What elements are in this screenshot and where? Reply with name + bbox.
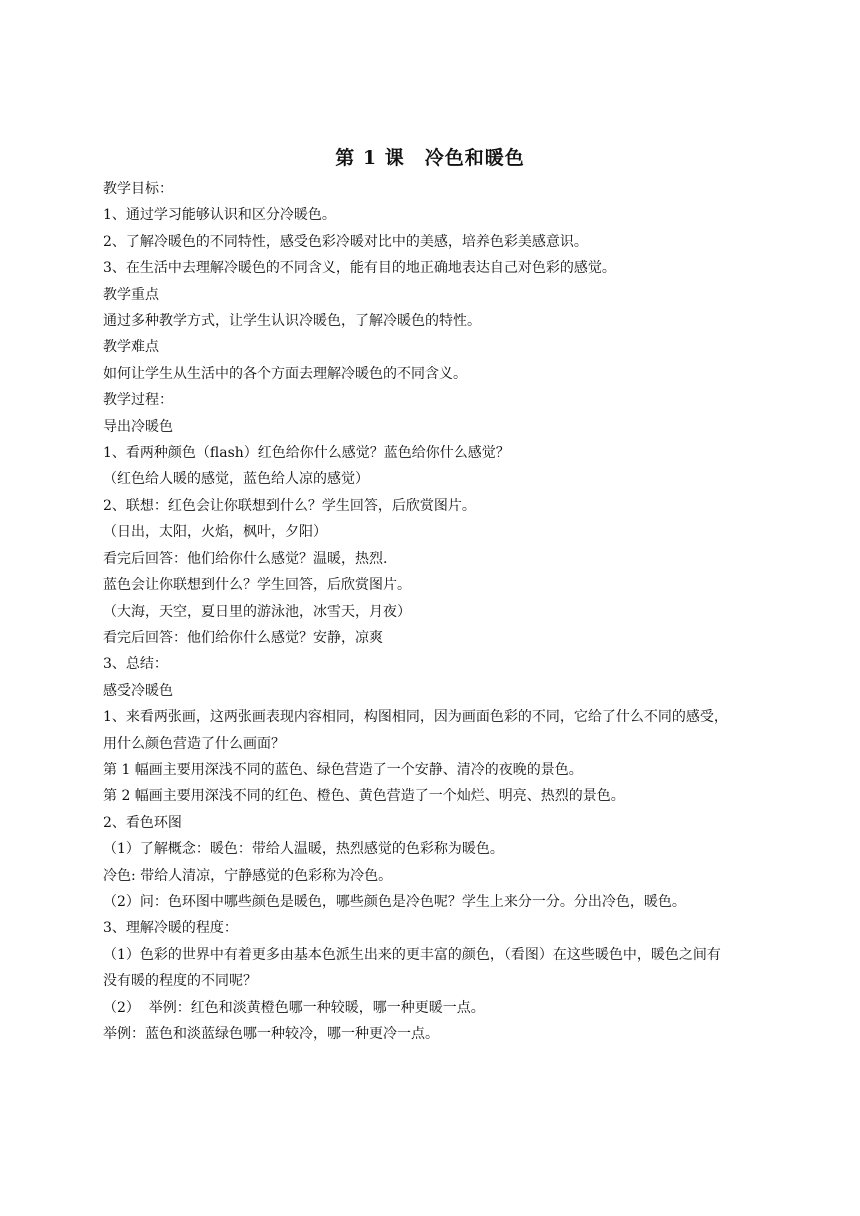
section-heading: 教学过程： <box>103 392 173 409</box>
paragraph-line: 1、看两种颜色（flash）红色给你什么感觉？蓝色给你什么感觉？ <box>103 445 510 462</box>
paragraph-line: 1、通过学习能够认识和区分冷暖色。 <box>103 207 336 224</box>
paragraph-line: （2）问：色环图中哪些颜色是暖色，哪些颜色是冷色呢？学生上来分一分。分出冷色，暖色。 <box>103 893 686 910</box>
paragraph-line: 1、来看两张画，这两张画表现内容相同，构图相同，因为画面色彩的不同，它给了什么不同的感受， <box>103 709 728 726</box>
section-heading: 感受冷暖色 <box>103 682 173 699</box>
paragraph-line: 看完后回答：他们给你什么感觉？温暖，热烈. <box>103 550 388 567</box>
paragraph-line: 第 2 幅画主要用深浅不同的红色、橙色、黄色营造了一个灿烂、明亮、热烈的景色。 <box>103 788 625 805</box>
paragraph-line: 看完后回答：他们给你什么感觉？安静，凉爽 <box>103 629 383 646</box>
paragraph-line: 教学目标： <box>103 181 173 197</box>
paragraph-line: 举例：蓝色和淡蓝绿色哪一种较冷，哪一种更冷一点。 <box>103 1026 439 1042</box>
paragraph-line: 2、看色环图 <box>103 814 182 831</box>
paragraph-line: （大海，天空，夏日里的游泳池，冰雪天，月夜） <box>103 603 411 620</box>
paragraph-line: 3、在生活中去理解冷暖色的不同含义，能有目的地正确地表达自己对色彩的感觉。 <box>103 260 616 277</box>
paragraph-line: 蓝色会让你联想到什么？学生回答，后欣赏图片。 <box>103 577 411 594</box>
page-title: 第 1 课 冷色和暖色 <box>335 147 525 169</box>
section-heading: 教学重点 <box>103 286 159 303</box>
paragraph-line: 3、总结： <box>103 656 168 673</box>
paragraph-line: （2） 举例：红色和淡黄橙色哪一种较暖，哪一种更暖一点。 <box>103 999 485 1016</box>
paragraph-line: 通过多种教学方式，让学生认识冷暖色，了解冷暖色的特性。 <box>103 313 481 330</box>
section-heading: 导出冷暖色 <box>103 418 173 435</box>
document-body <box>103 176 793 1047</box>
paragraph-line: 用什么颜色营造了什么画面？ <box>103 735 285 752</box>
paragraph-line: （日出，太阳，火焰，枫叶，夕阳） <box>103 524 327 541</box>
paragraph-line: 冷色: 带给人清凉，宁静感觉的色彩称为冷色。 <box>103 867 393 884</box>
paragraph-line: 2、了解冷暖色的不同特性，感受色彩冷暖对比中的美感，培养色彩美感意识。 <box>103 233 588 250</box>
paragraph-line: （1）了解概念：暖色：带给人温暖，热烈感觉的色彩称为暖色。 <box>103 841 504 858</box>
paragraph-line: 如何让学生从生活中的各个方面去理解冷暖色的不同含义。 <box>103 365 467 382</box>
section-heading: 教学难点 <box>103 339 159 356</box>
paragraph-line: 第 1 幅画主要用深浅不同的蓝色、绿色营造了一个安静、清冷的夜晚的景色。 <box>103 761 583 778</box>
paragraph-line: 3、理解冷暖的程度： <box>103 920 238 937</box>
paragraph-line: （1）色彩的世界中有着更多由基本色派生出来的更丰富的颜色，（看图）在这些暖色中，暖色之间有 <box>103 946 721 963</box>
paragraph-line: 2、联想：红色会让你联想到什么？学生回答，后欣赏图片。 <box>103 497 476 514</box>
paragraph-line: 没有暖的程度的不同呢？ <box>103 973 257 990</box>
paragraph-line: （红色给人暖的感觉，蓝色给人凉的感觉） <box>103 471 369 488</box>
